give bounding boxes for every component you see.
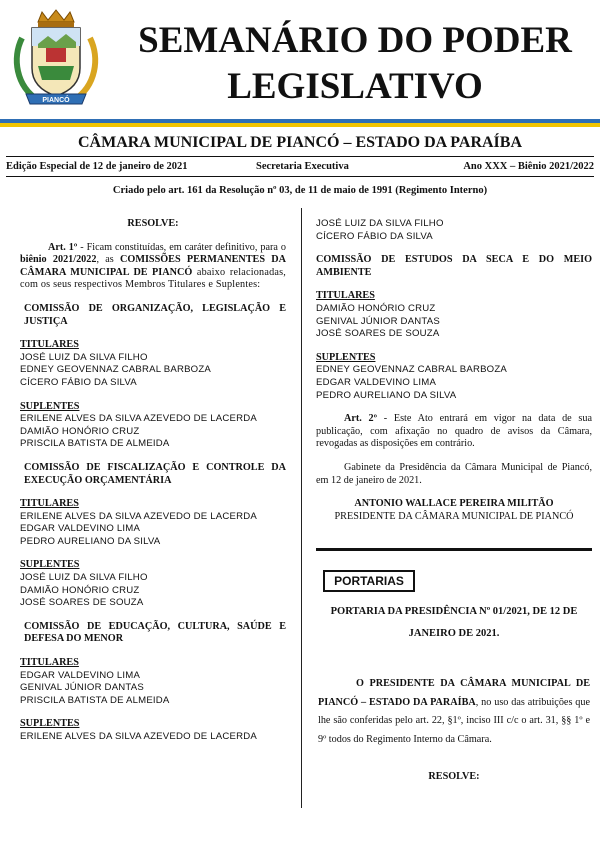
suplentes-heading: SUPLENTES — [20, 400, 80, 412]
edition-bar — [6, 159, 594, 175]
commission-title: COMISSÃO DE FISCALIZAÇÃO E CONTROLE DA EXECUÇÃO ORÇAMENTÁRIA — [24, 461, 286, 486]
article-2 — [316, 413, 592, 451]
divider — [6, 156, 594, 157]
article-1-text: , as — [96, 254, 121, 266]
publication-title-line-2: LEGISLATIVO — [227, 66, 483, 107]
article-1 — [20, 242, 286, 292]
article-2-text: - Este Ato entrará em vigor na data de sua publicação, com afixação no quadro de avisos da Câmara, revogadas as disposições em contrário. — [316, 413, 592, 450]
edition-department: Secretaria Executiva — [256, 161, 349, 172]
suplentes-heading: SUPLENTES — [316, 351, 376, 363]
member-name: JOSÉ SOARES DE SOUZA — [316, 328, 440, 340]
member-name: GENIVAL JÚNIOR DANTAS — [20, 682, 144, 694]
titulares-heading: TITULARES — [20, 657, 79, 669]
member-name: PEDRO AURELIANO DA SILVA — [20, 535, 161, 547]
divider — [6, 176, 594, 177]
article-1-commissions: COMISSÕES PERMANENTES DA CÂMARA MUNICIPAL DE PIANCÓ — [20, 254, 286, 278]
member-name: JOSÉ LUIZ DA SILVA FILHO — [316, 218, 444, 229]
edition-date: Edição Especial de 12 de janeiro de 2021 — [6, 161, 188, 172]
commission-title: COMISSÃO DE ORGANIZAÇÃO, LEGISLAÇÃO E JUSTIÇA — [24, 302, 286, 327]
signature-place-date: Gabinete da Presidência da Câmara Municipal de Piancó, em 12 de janeiro de 2021. — [316, 461, 592, 486]
member-name: DAMIÃO HONÓRIO CRUZ — [316, 302, 436, 314]
member-name: JOSÉ SOARES DE SOUZA — [20, 597, 144, 609]
municipal-crest-icon — [8, 8, 104, 112]
member-name: DAMIÃO HONÓRIO CRUZ — [20, 425, 140, 437]
signer-role: PRESIDENTE DA CÂMARA MUNICIPAL DE PIANCÓ — [334, 510, 574, 522]
suplentes-heading: SUPLENTES — [20, 718, 80, 730]
member-name: EDGAR VALDEVINO LIMA — [316, 376, 437, 388]
portaria-body — [318, 675, 590, 749]
creation-note: Criado pelo art. 161 da Resolução nº 03, de 11 de maio de 1991 (Regimento Interno) — [112, 185, 488, 196]
member-name: ERILENE ALVES DA SILVA AZEVEDO DE LACERDA — [20, 510, 257, 522]
member-name: PEDRO AURELIANO DA SILVA — [316, 389, 457, 401]
article-1-text: abaixo relacionadas, com os seus respectivos Membros Titulares e Suplentes: — [20, 266, 286, 291]
signer-name: ANTONIO WALLACE PEREIRA MILITÃO — [354, 498, 554, 510]
right-column — [316, 218, 592, 523]
member-name: GENIVAL JÚNIOR DANTAS — [316, 315, 440, 327]
member-name: PRISCILA BATISTA DE ALMEIDA — [20, 438, 170, 450]
member-name: DAMIÃO HONÓRIO CRUZ — [20, 584, 140, 596]
commission-title: COMISSÃO DE ESTUDOS DA SECA E DO MEIO AMBIENTE — [316, 254, 592, 278]
member-name: EDGAR VALDEVINO LIMA — [20, 523, 141, 535]
article-1-text: - Ficam constituídas, em caráter definitivo, para o — [77, 241, 286, 253]
titulares-heading: TITULARES — [20, 339, 79, 351]
portaria-text: , no uso das atribuições que lhe são conferidas pelo art. 22, §1º, inciso III c/c o art. 31, §§ 1º e 9º todos do Regimento Interno da Câmara. — [318, 696, 590, 745]
member-name: ERILENE ALVES DA SILVA AZEVEDO DE LACERDA — [20, 731, 257, 742]
commission-title: COMISSÃO DE EDUCAÇÃO, CULTURA, SAÚDE E DEFESA DO MENOR — [24, 620, 286, 645]
publication-title-line-1: SEMANÁRIO DO PODER — [138, 20, 572, 61]
resolve-heading: RESOLVE: — [428, 771, 480, 782]
member-name: PRISCILA BATISTA DE ALMEIDA — [20, 694, 170, 706]
article-1-biennium: biênio 2021/2022 — [20, 254, 97, 266]
portaria-title: PORTARIA DA PRESIDÊNCIA Nº 01/2021, DE 12 DE JANEIRO DE 2021. — [330, 606, 578, 639]
column-divider — [301, 208, 302, 808]
member-name: CÍCERO FÁBIO DA SILVA — [316, 230, 433, 242]
portarias-section-label: PORTARIAS — [323, 570, 415, 592]
left-column — [20, 218, 286, 744]
suplentes-heading: SUPLENTES — [20, 559, 80, 571]
header-stripe-yellow — [0, 123, 600, 127]
member-name: JOSÉ LUIZ DA SILVA FILHO — [20, 572, 148, 584]
member-name: EDNEY GEOVENNAZ CABRAL BARBOZA — [316, 364, 507, 376]
member-name: CÍCERO FÁBIO DA SILVA — [20, 376, 137, 388]
publication-title — [120, 18, 590, 110]
member-name: ERILENE ALVES DA SILVA AZEVEDO DE LACERDA — [20, 413, 257, 425]
resolve-heading: RESOLVE: — [127, 218, 179, 229]
member-name: EDGAR VALDEVINO LIMA — [20, 669, 141, 681]
masthead — [0, 0, 600, 118]
titulares-heading: TITULARES — [20, 498, 79, 510]
article-1-label: Art. 1º — [48, 241, 78, 253]
portaria-subject: O PRESIDENTE DA CÂMARA MUNICIPAL DE PIANCÓ – ESTADO DA PARAÍBA — [318, 678, 590, 708]
titulares-heading: TITULARES — [316, 290, 375, 302]
section-divider — [316, 548, 592, 551]
article-2-label: Art. 2º — [344, 413, 378, 425]
member-name: JOSÉ LUIZ DA SILVA FILHO — [20, 351, 148, 363]
member-name: EDNEY GEOVENNAZ CABRAL BARBOZA — [20, 364, 211, 376]
crest-banner-label: PIANCÓ — [42, 97, 70, 104]
chamber-name: CÂMARA MUNICIPAL DE PIANCÓ – ESTADO DA PARAÍBA — [77, 134, 522, 151]
edition-year: Ano XXX – Biênio 2021/2022 — [463, 161, 594, 172]
